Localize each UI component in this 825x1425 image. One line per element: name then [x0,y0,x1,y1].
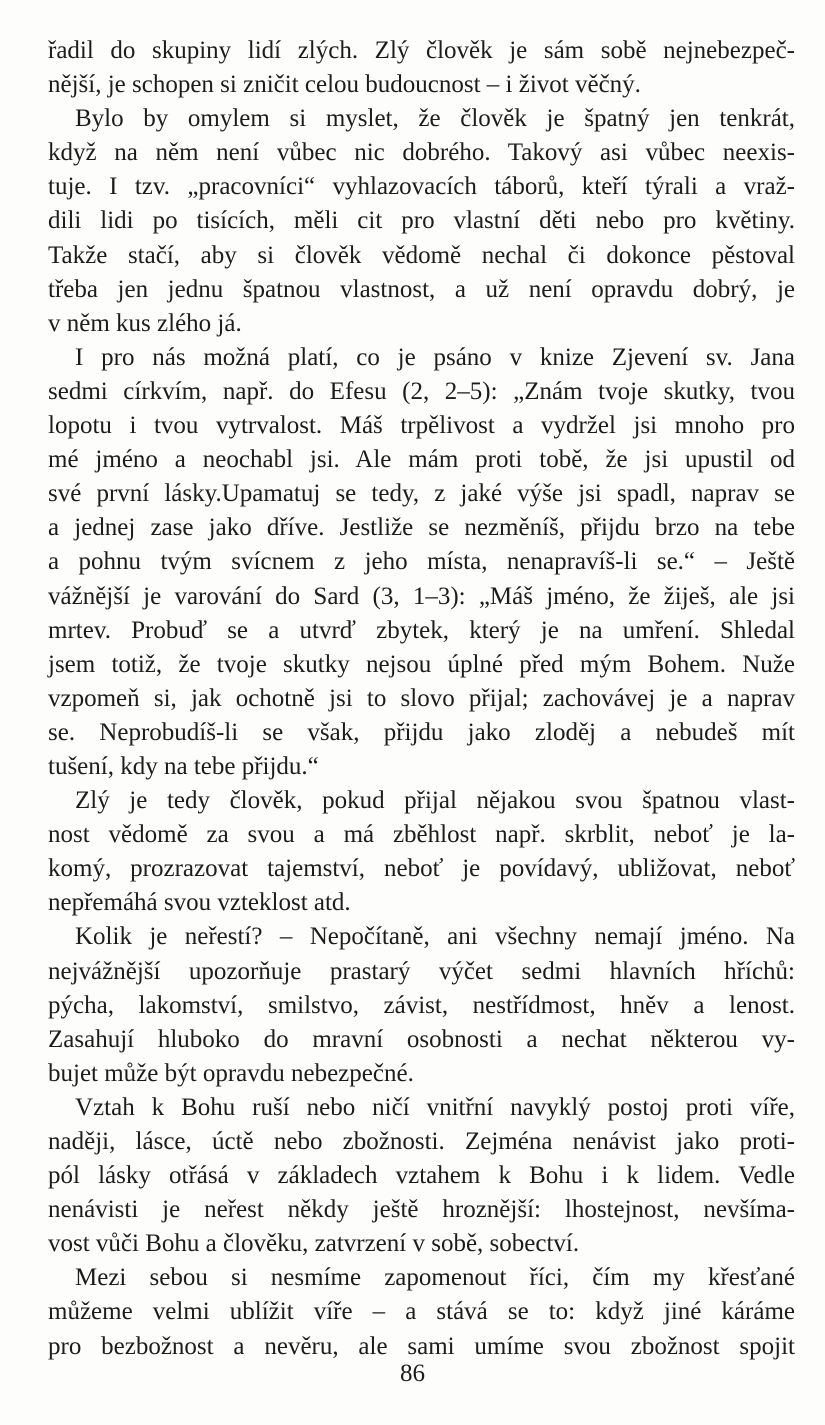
text-line: I pro nás možná platí, co je psáno v knize Zjevení sv. Jana [75,343,795,371]
text-line: Bylo by omylem si myslet, že člověk je špatný jen tenkrát, [75,105,795,133]
text-line: Vztah k Bohu ruší nebo ničí vnitřní navyklý postoj proti víře, [75,1093,795,1121]
text-line: naději, lásce, úctě nebo zbožnosti. Zejména nenávist jako proti- [48,1128,795,1155]
text-line: vzpomeň si, jak ochotně jsi to slovo přijal; zachovávej je a naprav [48,684,795,712]
paragraph [48,784,795,920]
page-number: 86 [400,1360,425,1387]
text-line: a jednej zase jako dříve. Jestliže se nezměníš, přijdu brzo na tebe [48,514,795,542]
text-line: jsem totiž, že tvoje skutky nejsou úplné před mým Bohem. Nuže [48,650,795,678]
text-line: pól lásky otřásá v základech vztahem k Bohu i k lidem. Vedle [48,1162,795,1190]
text-line: v něm kus zlého já. [48,309,242,337]
text-line: vost vůči Bohu a člověku, zatvrzení v sobě, sobectví. [48,1230,580,1258]
text-line: Zlý je tedy člověk, pokud přijal nějakou svou špatnou vlast- [75,787,795,815]
text-line: Kolik je neřestí? – Nepočítaně, ani všechny nemají jméno. Na [75,923,795,951]
paragraph [48,1261,795,1363]
text-line: nepřemáhá svou vzteklost atd. [48,889,351,917]
text-line: nenávisti je neřest někdy ještě hroznější: lhostejnost, nevšíma- [48,1196,795,1224]
text-line: sedmi církvím, např. do Efesu (2, 2–5): „Znám tvoje skutky, tvou [48,377,795,405]
text-line: lopotu i tvou vytrvalost. Máš trpělivost a vydržel jsi mnoho pro [48,412,795,440]
text-line: mrtev. Probuď se a utvrď zbytek, který je na umření. Shledal [48,616,795,644]
text-line: komý, prozrazovat tajemství, neboť je povídavý, ubližovat, neboť [48,855,795,883]
paragraph [48,1091,795,1261]
text-line: Zasahují hluboko do mravní osobnosti a nechat některou vy- [48,1025,795,1053]
text-line: můžeme velmi ublížit víře – a stává se to: když jiné káráme [48,1298,795,1326]
text-line: se. Neprobudíš-li se však, přijdu jako zloděj a nebudeš mít [48,718,795,746]
text-line: pýcha, lakomství, smilstvo, závist, nestřídmost, hněv a lenost. [48,991,795,1019]
text-line: bujet může být opravdu nebezpečné. [48,1059,414,1087]
text-line: vážnější je varování do Sard (3, 1–3): „Máš jméno, že žiješ, ale jsi [48,582,795,610]
text-line: když na něm není vůbec nic dobrého. Takový asi vůbec neexis- [48,139,795,167]
text-line: tušení, kdy na tebe přijdu.“ [48,752,319,780]
text-line: Mezi sebou si nesmíme zapomenout říci, čím my křesťané [75,1264,795,1292]
text-line: nější, je schopen si zničit celou budoucnost – i život věčný. [48,71,641,99]
text-line: a pohnu tvým svícnem z jeho místa, nenapravíš-li se.“ – Ještě [48,548,795,576]
text-line: třeba jen jednu špatnou vlastnost, a už není opravdu dobrý, je [48,275,795,303]
text-line: řadil do skupiny lidí zlých. Zlý člověk je sám sobě nejnebezpeč- [48,37,795,64]
text-line: pro bezbožnost a nevěru, ale sami umíme svou zbožnost spojit [48,1332,795,1360]
text-line: své první lásky.Upamatuj se tedy, z jaké výše jsi spadl, naprav se [48,480,795,508]
text-line: nejvážnější upozorňuje prastarý výčet sedmi hlavních hříchů: [48,957,795,985]
text-line: tuje. I tzv. „pracovníci“ vyhlazovacích táborů, kteří týrali a vraž- [48,173,795,201]
paragraph [48,341,795,784]
paragraph [48,34,795,102]
paragraph [48,920,795,1090]
text-line: dili lidi po tisících, měli cit pro vlastní děti nebo pro květiny. [48,207,795,235]
body-text [48,34,795,1364]
text-line: nost vědomě za svou a má zběhlost např. skrblit, neboť je la- [48,821,795,849]
text-line: Takže stačí, aby si člověk vědomě nechal či dokonce pěstoval [48,241,795,269]
paragraph [48,102,795,341]
text-line: mé jméno a neochabl jsi. Ale mám proti tobě, že jsi upustil od [48,446,795,474]
